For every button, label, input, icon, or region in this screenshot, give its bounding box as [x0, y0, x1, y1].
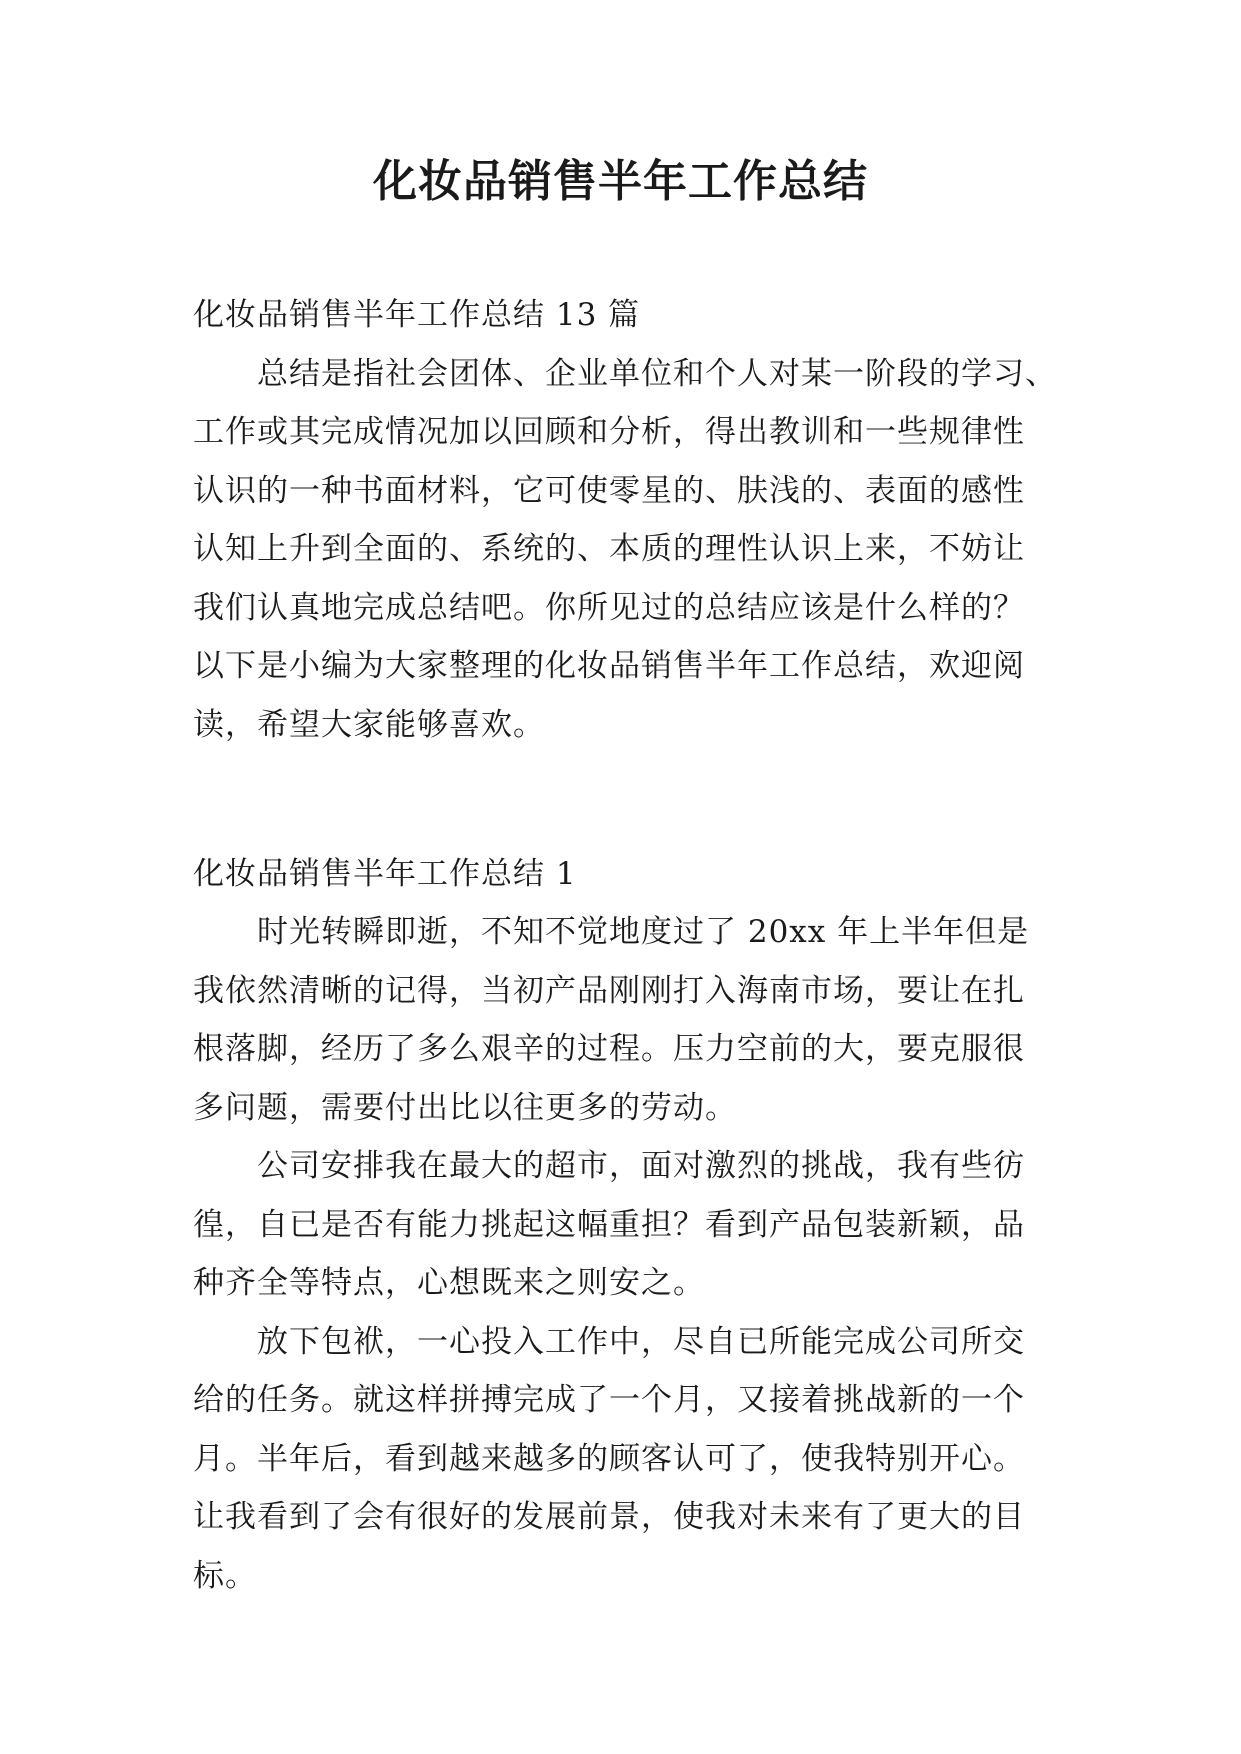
text-line: 工作或其完成情况加以回顾和分析，得出教训和一些规律性	[193, 414, 1025, 450]
paragraph-gap	[193, 770, 1069, 829]
document-title: 化妆品销售半年工作总结	[373, 156, 868, 207]
text-line: 月。半年后，看到越来越多的顾客认可了，使我特别开心。	[193, 1440, 1025, 1477]
text-line: 认知上升到全面的、系统的、本质的理性认识上来，不妨让	[193, 531, 1025, 567]
text-line: 徨，自已是否有能力挑起这幅重担？看到产品包装新颖，品	[193, 1206, 1025, 1243]
text-line: 多问题，需要付出比以往更多的劳动。	[193, 1089, 737, 1126]
text-line: 我依然清晰的记得，当初产品刚刚打入海南市场，要让在扎	[193, 972, 1025, 1009]
text-line: 放下包袱，一心投入工作中，尽自已所能完成公司所交	[257, 1323, 1025, 1360]
text-line: 我们认真地完成总结吧。你所见过的总结应该是什么样的？	[193, 589, 1025, 626]
text-line: 公司安排我在最大的超市，面对激烈的挑战，我有些彷	[257, 1148, 1025, 1184]
text-line: 给的任务。就这样拼搏完成了一个月，又接着挑战新的一个	[193, 1382, 1025, 1418]
text-line: 标。	[193, 1557, 257, 1594]
text-line: 时光转瞬即逝，不知不觉地度过了 20xx 年上半年但是	[257, 914, 1030, 950]
text-line: 总结是指社会团体、企业单位和个人对某一阶段的学习、	[257, 355, 1057, 392]
text-line: 种齐全等特点，心想既来之则安之。	[193, 1265, 705, 1301]
text-line: 化妆品销售半年工作总结 13 篇	[193, 297, 641, 333]
text-line: 让我看到了会有很好的发展前景，使我对未来有了更大的目	[193, 1499, 1025, 1535]
text-line: 根落脚，经历了多么艰辛的过程。压力空前的大，要克服很	[193, 1031, 1025, 1067]
text-line: 读，希望大家能够喜欢。	[193, 706, 545, 743]
document-body	[193, 286, 1069, 1605]
text-line: 化妆品销售半年工作总结 1	[193, 855, 577, 892]
text-line: 认识的一种书面材料，它可使零星的、肤浅的、表面的感性	[193, 472, 1025, 509]
text-line: 以下是小编为大家整理的化妆品销售半年工作总结，欢迎阅	[193, 648, 1025, 684]
